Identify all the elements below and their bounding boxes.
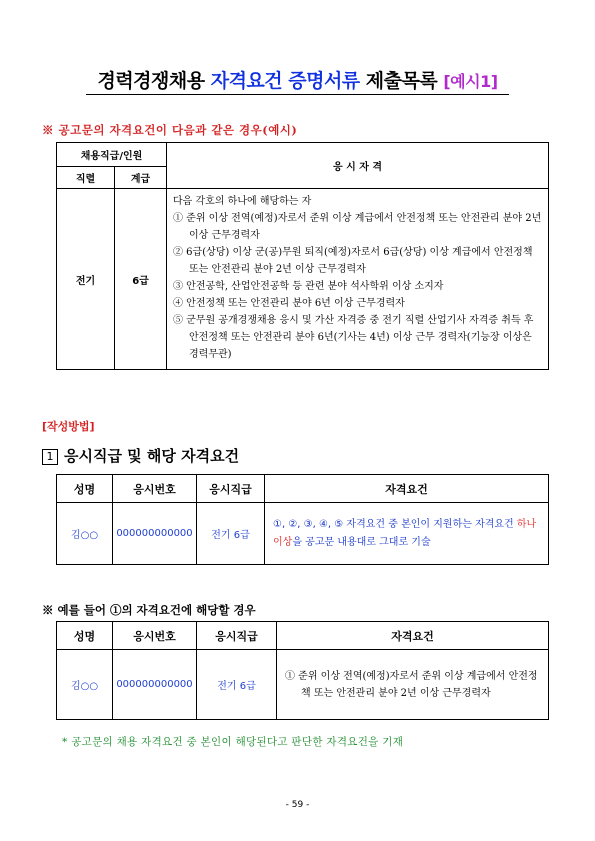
- instruction-text-end: 을 공고문 내용대로 그대로 기술: [292, 536, 431, 548]
- header-grade: 계급: [115, 167, 167, 189]
- series-cell: 전기: [57, 189, 115, 370]
- header-requirements: 자격요건: [277, 622, 549, 650]
- header-position-group: 채용직급/인원: [57, 143, 167, 167]
- exam-number: 000000000000: [113, 650, 197, 720]
- applied-position: 전기 6급: [197, 503, 265, 565]
- qualification-item: ⑤ 군무원 공개경쟁채용 응시 및 가산 자격증 중 전기 직렬 산업기사 자격증 취득 후 안전정책 또는 안전관리 분야 6년(기사는 4년) 이상 근무 경력자(기능장 이상은 경력무관): [173, 315, 534, 360]
- applicant-name: 김○○: [57, 503, 113, 565]
- section-number-box: 1: [42, 449, 58, 465]
- applicant-name: 김○○: [57, 650, 113, 720]
- title-example-tag: [예시1]: [443, 72, 498, 91]
- header-applied-position: 응시직급: [197, 475, 265, 503]
- applied-position: 전기 6급: [197, 650, 277, 720]
- header-applied-position: 응시직급: [197, 622, 277, 650]
- qualification-item: ① 준위 이상 전역(예정)자로서 준위 이상 계급에서 안전정책 또는 안전관리 분야 2년 이상 근무경력자: [173, 213, 542, 241]
- qualification-item: ③ 안전공학, 산업안전공학 등 관련 분야 석사학위 이상 소지자: [173, 281, 444, 292]
- header-qualification: 응 시 자 격: [167, 143, 549, 189]
- how-to-write-label: [작성방법]: [42, 420, 95, 433]
- qualification-item: ④ 안전정책 또는 안전관리 분야 6년 이상 근무경력자: [173, 298, 405, 309]
- header-requirements: 자격요건: [265, 475, 549, 503]
- header-exam-number: 응시번호: [113, 622, 197, 650]
- grade-cell: 6급: [115, 189, 167, 370]
- footnote: * 공고문의 채용 자격요건 중 본인이 해당된다고 판단한 자격요건을 기재: [62, 736, 404, 748]
- page-number: - 59 -: [285, 800, 310, 810]
- instruction-text: ①, ②, ③, ④, ⑤ 자격요건 중 본인이 지원하는 자격요건: [273, 518, 517, 530]
- instruction-emphasis: 하나 이상: [273, 518, 537, 548]
- title-suffix: 제출목록: [365, 70, 438, 92]
- requirements-example: [277, 650, 549, 720]
- requirements-table: [56, 142, 549, 370]
- section-title: 응시직급 및 해당 자격요건: [64, 447, 240, 465]
- section-heading: [42, 445, 239, 466]
- qualification-item: ① 준위 이상 전역(예정)자로서 준위 이상 계급에서 안전정책 또는 안전관리 분야 2년 이상 근무경력자: [285, 670, 538, 699]
- header-name: 성명: [57, 622, 113, 650]
- example-note: ※ 예를 들어 ①의 자격요건에 해당할 경우: [42, 603, 256, 617]
- header-exam-number: 응시번호: [113, 475, 197, 503]
- page-title: [0, 66, 595, 93]
- requirements-instruction: [265, 503, 549, 565]
- qualification-list: [167, 189, 549, 370]
- title-prefix: 경력경쟁채용: [97, 70, 205, 92]
- title-underline: [86, 94, 509, 95]
- title-highlight: 자격요건 증명서류: [210, 70, 360, 92]
- applicant-template-table: [56, 474, 549, 565]
- header-name: 성명: [57, 475, 113, 503]
- header-series: 직렬: [57, 167, 115, 189]
- applicant-example-table: [56, 621, 549, 720]
- qualification-lead: 다음 각호의 하나에 해당하는 자: [173, 196, 312, 207]
- qualification-item: ② 6급(상당) 이상 군(공)무원 퇴직(예정)자로서 6급(상당) 이상 계급에서 안전정책 또는 안전관리 분야 2년 이상 근무경력자: [173, 247, 533, 275]
- exam-number: 000000000000: [113, 503, 197, 565]
- example-case-note: ※ 공고문의 자격요건이 다음과 같은 경우(예시): [42, 123, 298, 137]
